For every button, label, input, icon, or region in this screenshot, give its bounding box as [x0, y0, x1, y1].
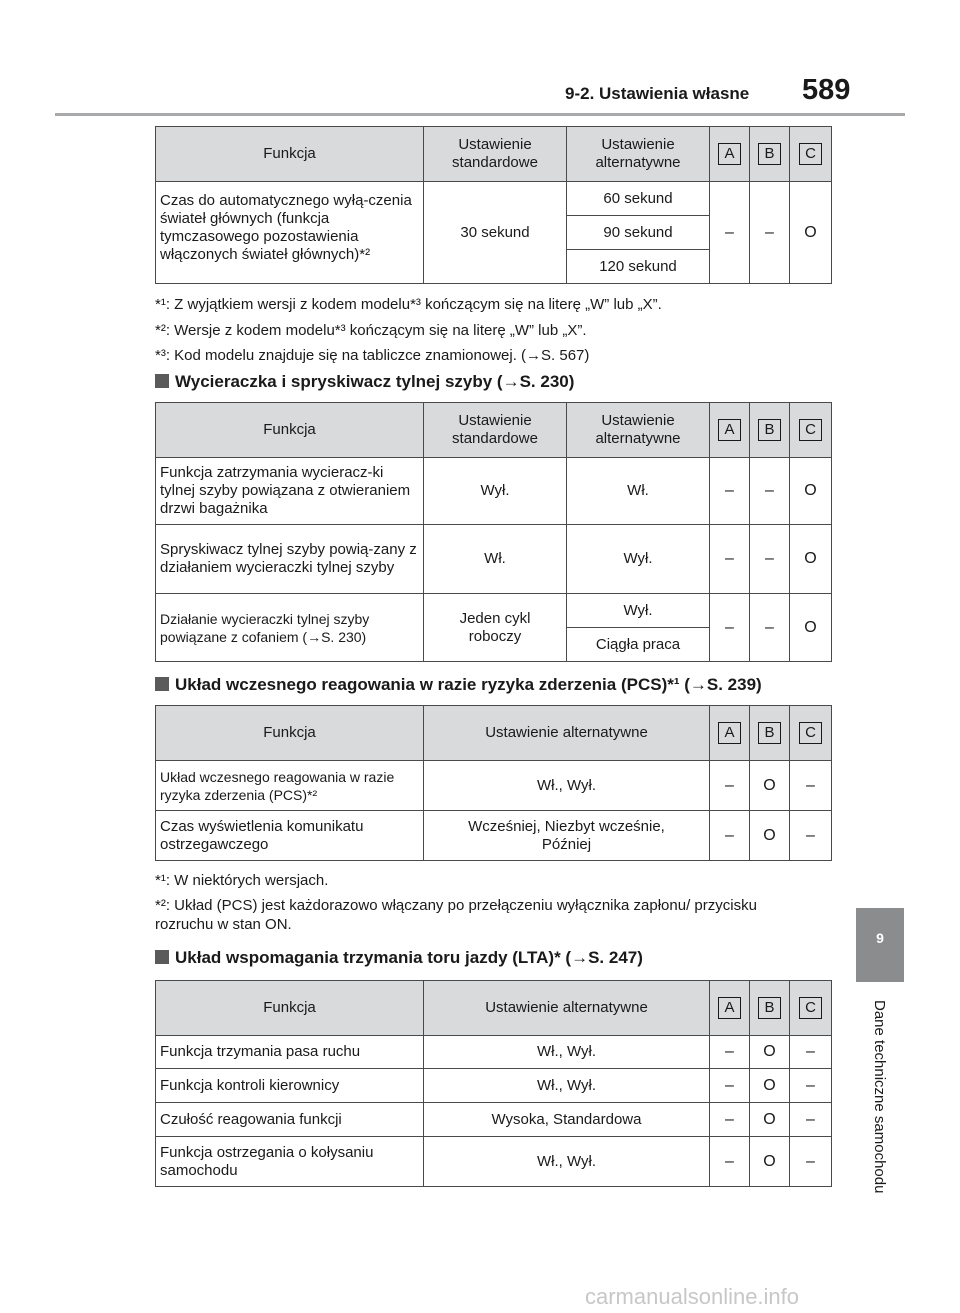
function-cell: Czułość reagowania funkcji: [156, 1103, 424, 1137]
section-heading-pcs: Układ wczesnego reagowania w razie ryzyka zderzenia (PCS)*¹ (→S. 239): [155, 675, 762, 695]
bullet-square-icon: [155, 950, 169, 964]
section-header: 9-2. Ustawienia własne: [565, 84, 750, 103]
col-c-box: C: [799, 997, 822, 1019]
mark-a: –: [710, 458, 750, 525]
col-c-box: C: [799, 143, 822, 165]
col-alt: Ustawienie alternatywne: [567, 403, 710, 458]
col-funkcja: Funkcja: [156, 706, 424, 761]
table-lta: [155, 980, 832, 1187]
mark-b: –: [750, 594, 790, 662]
watermark: carmanualsonline.info: [585, 1284, 800, 1309]
chapter-number: 9: [876, 930, 884, 946]
footnote: *²: Układ (PCS) jest każdorazowo włączany po przełączeniu wyłącznika zapłonu/ przycisku rozruchu w stan ON.: [155, 897, 757, 933]
col-c-box: C: [799, 419, 822, 441]
function-cell: Funkcja trzymania pasa ruchu: [156, 1036, 424, 1069]
bullet-square-icon: [155, 677, 169, 691]
table-row: [156, 1103, 832, 1137]
mark-c: –: [790, 1036, 832, 1069]
mark-c: O: [790, 182, 832, 284]
col-std: Ustawienie standardowe: [424, 403, 567, 458]
alt-cell: Wł., Wył.: [424, 761, 710, 811]
mark-b: O: [750, 1036, 790, 1069]
mark-a: –: [710, 1103, 750, 1137]
table-headlight-timer: [155, 126, 832, 284]
alt-cell: 90 sekund: [567, 216, 710, 250]
mark-a: –: [710, 182, 750, 284]
bullet-square-icon: [155, 374, 169, 388]
mark-a: –: [710, 525, 750, 594]
alt-cell: 120 sekund: [567, 250, 710, 284]
col-b-box: B: [758, 997, 781, 1019]
function-cell: Funkcja kontroli kierownicy: [156, 1069, 424, 1103]
mark-c: –: [790, 1103, 832, 1137]
mark-c: O: [790, 594, 832, 662]
mark-a: –: [710, 811, 750, 861]
chapter-label: [858, 1000, 898, 1290]
col-a-box: A: [718, 722, 741, 744]
table-row: [156, 761, 832, 811]
default-cell: 30 sekund: [424, 182, 567, 284]
col-b-box: B: [758, 419, 781, 441]
default-cell: Wł.: [424, 525, 567, 594]
alt-cell: Wył.: [567, 594, 710, 628]
col-funkcja: Funkcja: [156, 403, 424, 458]
function-cell: Funkcja zatrzymania wycieracz-ki tylnej szyby powiązana z otwieraniem drzwi bagażnika: [156, 458, 424, 525]
section-heading-lta: Układ wspomagania trzymania toru jazdy (LTA)* (→S. 247): [155, 948, 643, 968]
function-cell: Funkcja ostrzegania o kołysaniu samochodu: [156, 1137, 424, 1187]
col-b-box: B: [758, 722, 781, 744]
alt-cell: 60 sekund: [567, 182, 710, 216]
table-row: [156, 1069, 832, 1103]
mark-b: O: [750, 761, 790, 811]
col-a-box: A: [718, 419, 741, 441]
col-a-box: A: [718, 143, 741, 165]
col-alt: Ustawienie alternatywne: [424, 981, 710, 1036]
chapter-title: Dane techniczne samochodu: [871, 1000, 888, 1194]
mark-b: –: [750, 182, 790, 284]
mark-c: –: [790, 811, 832, 861]
mark-c: –: [790, 1137, 832, 1187]
mark-b: O: [750, 1137, 790, 1187]
alt-cell: Wysoka, Standardowa: [424, 1103, 710, 1137]
mark-a: –: [710, 1069, 750, 1103]
mark-c: –: [790, 761, 832, 811]
alt-cell: Ciągła praca: [567, 628, 710, 662]
col-c-box: C: [799, 722, 822, 744]
mark-a: –: [710, 761, 750, 811]
col-funkcja: Funkcja: [156, 127, 424, 182]
mark-c: –: [790, 1069, 832, 1103]
mark-b: O: [750, 811, 790, 861]
col-alt: Ustawienie alternatywne: [567, 127, 710, 182]
table-rear-wiper: [155, 402, 832, 662]
footnote: *¹: W niektórych wersjach.: [155, 872, 329, 889]
mark-c: O: [790, 458, 832, 525]
chapter-tab[interactable]: [856, 908, 904, 982]
table-row: [156, 1036, 832, 1069]
mark-b: O: [750, 1069, 790, 1103]
mark-a: –: [710, 1036, 750, 1069]
function-cell: Działanie wycieraczki tylnej szyby powiązane z cofaniem (→S. 230): [156, 594, 424, 662]
function-cell: Czas wyświetlenia komunikatu ostrzegawczego: [156, 811, 424, 861]
footnote: *²: Wersje z kodem modelu*³ kończącym się na literę „W” lub „X”.: [155, 322, 587, 339]
mark-b: –: [750, 525, 790, 594]
section-heading-rear-wiper: Wycieraczka i spryskiwacz tylnej szyby (→S. 230): [155, 372, 574, 392]
mark-a: –: [710, 1137, 750, 1187]
col-a-box: A: [718, 997, 741, 1019]
default-cell: Wył.: [424, 458, 567, 525]
col-b-box: B: [758, 143, 781, 165]
function-cell: Czas do automatycznego wyłą-czenia świateł głównych (funkcja tymczasowego pozostawienia włączonych świateł głównych)*²: [156, 182, 424, 284]
mark-b: –: [750, 458, 790, 525]
col-funkcja: Funkcja: [156, 981, 424, 1036]
alt-cell: Wył.: [567, 525, 710, 594]
table-row: [156, 525, 832, 594]
alt-cell: Wł., Wył.: [424, 1036, 710, 1069]
page-number: 589: [802, 74, 851, 106]
col-std: Ustawienie standardowe: [424, 127, 567, 182]
table-pcs: [155, 705, 832, 861]
col-alt: Ustawienie alternatywne: [424, 706, 710, 761]
header-rule: [55, 113, 905, 116]
function-cell: Układ wczesnego reagowania w razie ryzyka zderzenia (PCS)*²: [156, 761, 424, 811]
table-row: [156, 811, 832, 861]
default-cell: Jeden cykl roboczy: [424, 594, 567, 662]
mark-b: O: [750, 1103, 790, 1137]
function-cell: Spryskiwacz tylnej szyby powią-zany z działaniem wycieraczki tylnej szyby: [156, 525, 424, 594]
alt-cell: Wł., Wył.: [424, 1069, 710, 1103]
alt-cell: Wł., Wył.: [424, 1137, 710, 1187]
alt-cell: Wcześniej, Niezbyt wcześnie, Później: [424, 811, 710, 861]
mark-c: O: [790, 525, 832, 594]
mark-a: –: [710, 594, 750, 662]
table-row: [156, 458, 832, 525]
footnote: *³: Kod modelu znajduje się na tabliczce znamionowej. (→S. 567): [155, 347, 590, 364]
table-row: [156, 594, 832, 628]
footnote: *¹: Z wyjątkiem wersji z kodem modelu*³ kończącym się na literę „W” lub „X”.: [155, 296, 662, 313]
alt-cell: Wł.: [567, 458, 710, 525]
table-row: [156, 1137, 832, 1187]
